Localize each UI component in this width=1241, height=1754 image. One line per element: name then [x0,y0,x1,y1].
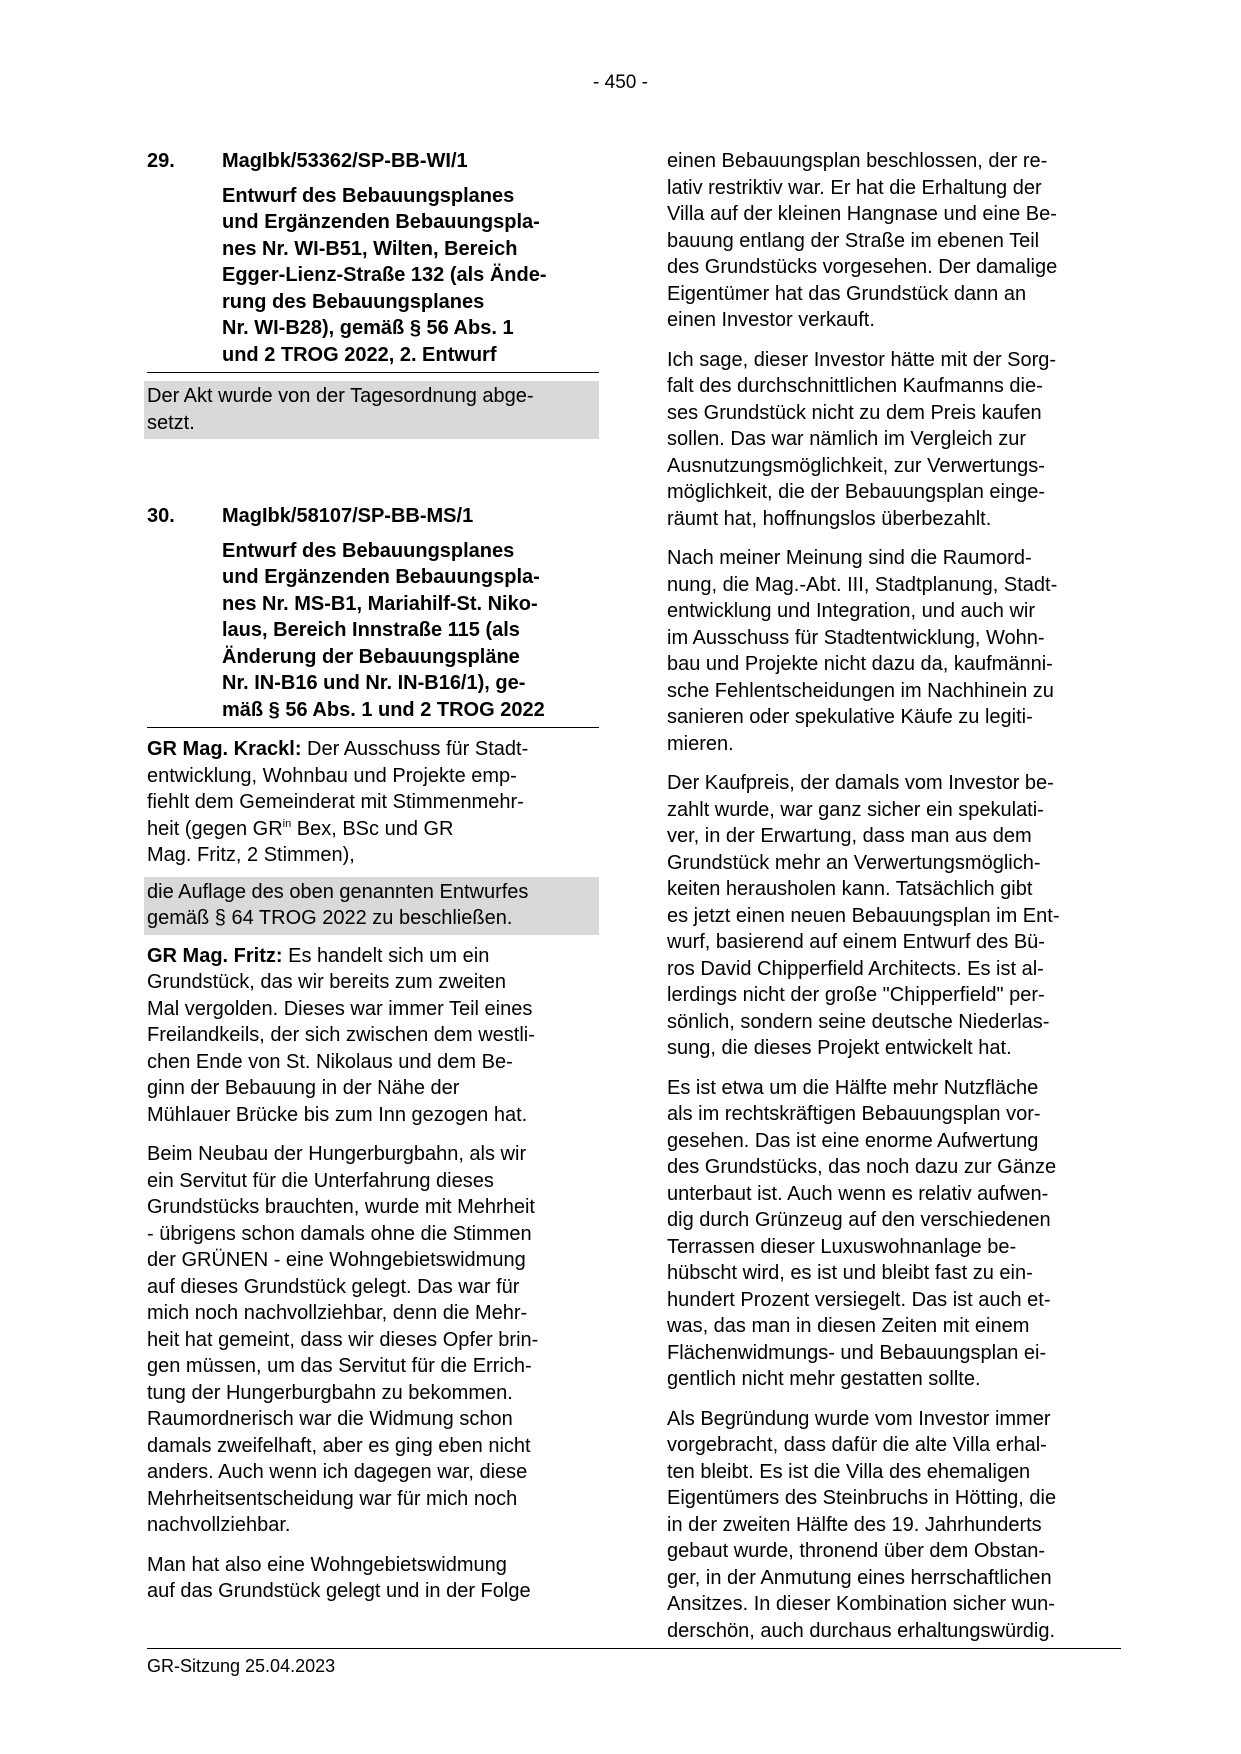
item-29-result [144,381,599,439]
text-line: der GRÜNEN - eine Wohngebietswidmung [147,1249,526,1271]
text-line: räumt hat, hoffnungslos überbezahlt. [667,507,992,530]
text-line: Der Kaufpreis, der damals vom Investor be- [667,772,1054,794]
text-line: bauung entlang der Straße im ebenen Teil [667,229,1040,252]
text-line: möglichkeit, die der Bebauungsplan einge- [667,481,1046,503]
agenda-item-29 [147,148,599,439]
text-line: - übrigens schon damals ohne die Stimmen [147,1222,532,1245]
krackl-line-1 [147,736,599,763]
text-line: dig durch Grünzeug auf den verschiedenen [667,1209,1051,1231]
text-line: sollen. Das war nämlich im Vergleich zur [667,428,1027,450]
title-line: und Ergänzenden Bebauungspla- [222,566,540,588]
text-line: Mühlauer Brücke bis zum Inn gezogen hat. [147,1103,528,1126]
text-line: mich noch nachvollziehbar, denn die Mehr- [147,1302,528,1324]
krackl-statement [147,736,599,869]
text-line: als im rechtskräftigen Bebauungsplan vor- [667,1103,1041,1125]
text-line: Ich sage, dieser Investor hätte mit der Sorg- [667,348,1057,371]
right-column [667,148,1121,1657]
krackl-text: Der Ausschuss für Stadt- [301,738,529,760]
fritz-text: Es handelt sich um ein [282,944,490,967]
fritz-paragraph-3 [147,1552,599,1605]
item-30-divider [147,727,599,728]
text-line: derschön, auch durchaus erhaltungswürdig. [667,1619,1056,1642]
item-29-code: MagIbk/53362/SP-BB-WI/1 [222,150,468,172]
text-line: Grundstück mehr an Verwertungsmöglich- [667,851,1041,874]
krackl-line: fiehlt dem Gemeinderat mit Stimmenmehr- [147,791,524,813]
text-line: Flächenwidmungs- und Bebauungsplan ei- [667,1341,1047,1364]
result-line: Der Akt wurde von der Tagesordnung abge- [147,385,534,407]
text-line: Ansitzes. In dieser Kombination sicher wun- [667,1593,1055,1615]
motion-box [144,877,599,935]
page-number: - 450 - [593,72,648,93]
footer-divider [147,1648,1121,1649]
motion-line: die Auflage des oben genannten Entwurfes [147,880,529,903]
text-line: Man hat also eine Wohngebietswidmung [147,1553,507,1576]
item-30-title [222,538,599,728]
right-paragraph-3 [667,545,1121,757]
krackl-text: heit (gegen GR [147,817,283,840]
left-column [147,148,599,1618]
text-line: es jetzt einen neuen Bebauungsplan im Ent- [667,904,1060,927]
text-line: sung, die dieses Projekt entwickelt hat. [667,1037,1012,1059]
text-line: anders. Auch wenn ich dagegen war, diese [147,1461,528,1483]
item-29-title [222,183,599,373]
text-line: Es ist etwa um die Hälfte mehr Nutzfläche [667,1076,1039,1099]
text-line: sche Fehlentscheidungen im Nachhinein zu [667,679,1054,702]
krackl-text: Bex, BSc und GR [291,817,454,840]
text-line: im Ausschuss für Stadtentwicklung, Wohn- [667,626,1045,649]
fritz-paragraph-2 [147,1141,599,1539]
text-line: ein Servitut für die Unterfahrung dieses [147,1169,494,1192]
text-line: ver, in der Erwartung, dass man aus dem [667,825,1032,847]
text-line: Eigentümer hat das Grundstück dann an [667,282,1027,305]
title-line: Nr. WI-B28), gemäß § 56 Abs. 1 [222,317,514,339]
text-line: damals zweifelhaft, aber es ging eben nicht [147,1434,531,1457]
title-line: Egger-Lienz-Straße 132 (als Ände- [222,264,547,286]
text-line: lativ restriktiv war. Er hat die Erhaltung der [667,176,1042,199]
text-line: Raumordnerisch war die Widmung schon [147,1408,513,1430]
text-line: ros David Chipperfield Architects. Es ist al- [667,957,1044,980]
title-line: mäß § 56 Abs. 1 und 2 TROG 2022 [222,698,545,721]
item-29-number: 29. [147,150,175,172]
text-line: auf dieses Grundstück gelegt. Das war für [147,1275,520,1298]
title-line: Entwurf des Bebauungsplanes [222,539,515,562]
krackl-line: Mag. Fritz, 2 Stimmen), [147,844,355,866]
text-line: gentlich nicht mehr gestatten sollte. [667,1368,981,1390]
text-line: ginn der Bebauung in der Nähe der [147,1077,460,1099]
speaker-fritz: GR Mag. Fritz: [147,944,283,967]
text-line: entwicklung und Integration, und auch wir [667,600,1036,622]
fritz-paragraph-1 [147,943,599,1129]
text-line: Eigentümers des Steinbruchs in Hötting, die [667,1487,1057,1509]
text-line: bau und Projekte nicht dazu da, kaufmänni- [667,653,1053,675]
text-line: Terrassen dieser Luxuswohnanlage be- [667,1235,1017,1258]
text-line: vorgebracht, dass dafür die alte Villa erhal- [667,1434,1047,1456]
text-line: falt des durchschnittlichen Kaufmanns die- [667,375,1043,397]
text-line: gesehen. Das ist eine enorme Aufwertung [667,1129,1039,1152]
right-paragraph-2 [667,347,1121,533]
right-paragraph-4 [667,770,1121,1062]
krackl-line-4 [147,816,599,843]
text-line: unterbaut ist. Auch wenn es relativ aufwen- [667,1182,1049,1205]
text-line: Freilandkeils, der sich zwischen dem westli- [147,1024,535,1046]
text-line: Als Begründung wurde vom Investor immer [667,1407,1051,1430]
text-line: tung der Hungerburgbahn zu bekommen. [147,1381,513,1404]
text-line: Mal vergolden. Dieses war immer Teil eines [147,997,533,1020]
text-line: sönlich, sondern seine deutsche Niederlas- [667,1010,1050,1033]
text-line: nung, die Mag.-Abt. III, Stadtplanung, Stadt- [667,573,1058,596]
title-line: Änderung der Bebauungspläne [222,645,520,668]
right-paragraph-5 [667,1075,1121,1393]
text-line: Villa auf der kleinen Hangnase und eine Be- [667,203,1057,225]
text-line: zahlt wurde, war ganz sicher ein spekulati- [667,798,1044,821]
title-line: Entwurf des Bebauungsplanes [222,184,515,207]
text-line: was, das man in diesen Zeiten mit einem [667,1315,1030,1337]
text-line: hundert Prozent versiegelt. Das ist auch et- [667,1288,1051,1311]
result-line: setzt. [147,411,195,434]
speaker-krackl: GR Mag. Krackl: [147,738,302,760]
text-line: Grundstück, das wir bereits zum zweiten [147,971,507,993]
title-line: rung des Bebauungsplanes [222,290,485,313]
text-line: ses Grundstück nicht zu dem Preis kaufen [667,401,1042,424]
text-line: ten bleibt. Es ist die Villa des ehemaligen [667,1460,1031,1483]
text-line: Grundstücks brauchten, wurde mit Mehrheit [147,1196,535,1218]
superscript-in: in [282,817,292,830]
text-line: gebaut wurde, thronend über dem Obstan- [667,1540,1046,1562]
item-30-header [147,503,599,530]
text-line: einen Investor verkauft. [667,309,875,331]
right-paragraph-6 [667,1406,1121,1645]
agenda-item-30 [147,503,599,1605]
text-line: Ausnutzungsmöglichkeit, zur Verwertungs- [667,454,1045,477]
text-line: heit hat gemeint, dass wir dieses Opfer brin- [147,1328,539,1351]
text-line: des Grundstücks vorgesehen. Der damalige [667,256,1058,278]
text-line: lerdings nicht der große "Chipperfield" per- [667,984,1045,1006]
title-line: nes Nr. WI-B51, Wilten, Bereich [222,237,518,260]
footer-session-date: GR-Sitzung 25.04.2023 [147,1656,336,1676]
text-line: Mehrheitsentscheidung war für mich noch [147,1487,518,1510]
text-line: sanieren oder spekulative Käufe zu legiti- [667,706,1033,728]
text-line: Nach meiner Meinung sind die Raumord- [667,547,1032,569]
title-line: nes Nr. MS-B1, Mariahilf-St. Niko- [222,592,538,615]
text-line: Beim Neubau der Hungerburgbahn, als wir [147,1143,527,1165]
text-line: einen Bebauungsplan beschlossen, der re- [667,150,1048,172]
title-line: Nr. IN-B16 und Nr. IN-B16/1), ge- [222,672,526,694]
krackl-line: entwicklung, Wohnbau und Projekte emp- [147,764,517,787]
right-paragraph-1 [667,148,1121,334]
text-line: ger, in der Anmutung eines herrschaftlichen [667,1566,1052,1589]
title-line: und Ergänzenden Bebauungspla- [222,211,540,233]
text-line: gen müssen, um das Servitut für die Errich- [147,1355,532,1377]
text-line: keiten herausholen kann. Tatsächlich gibt [667,878,1033,900]
text-line: auf das Grundstück gelegt und in der Folge [147,1580,531,1602]
text-line: chen Ende von St. Nikolaus und dem Be- [147,1050,513,1073]
text-line: mieren. [667,732,734,755]
text-line: des Grundstücks, das noch dazu zur Gänze [667,1156,1057,1178]
item-30-number: 30. [147,505,175,527]
text-line: nachvollziehbar. [147,1514,291,1536]
text-line: wurf, basierend auf einem Entwurf des Bü- [667,931,1045,953]
text-line: in der zweiten Hälfte des 19. Jahrhunderts [667,1513,1042,1536]
title-line: und 2 TROG 2022, 2. Entwurf [222,343,497,366]
item-29-header [147,148,599,175]
motion-line: gemäß § 64 TROG 2022 zu beschließen. [147,907,513,929]
item-30-code: MagIbk/58107/SP-BB-MS/1 [222,505,474,527]
text-line: hübscht wird, es ist und bleibt fast zu ein- [667,1262,1033,1284]
item-29-divider [147,372,599,373]
title-line: laus, Bereich Innstraße 115 (als [222,619,520,641]
